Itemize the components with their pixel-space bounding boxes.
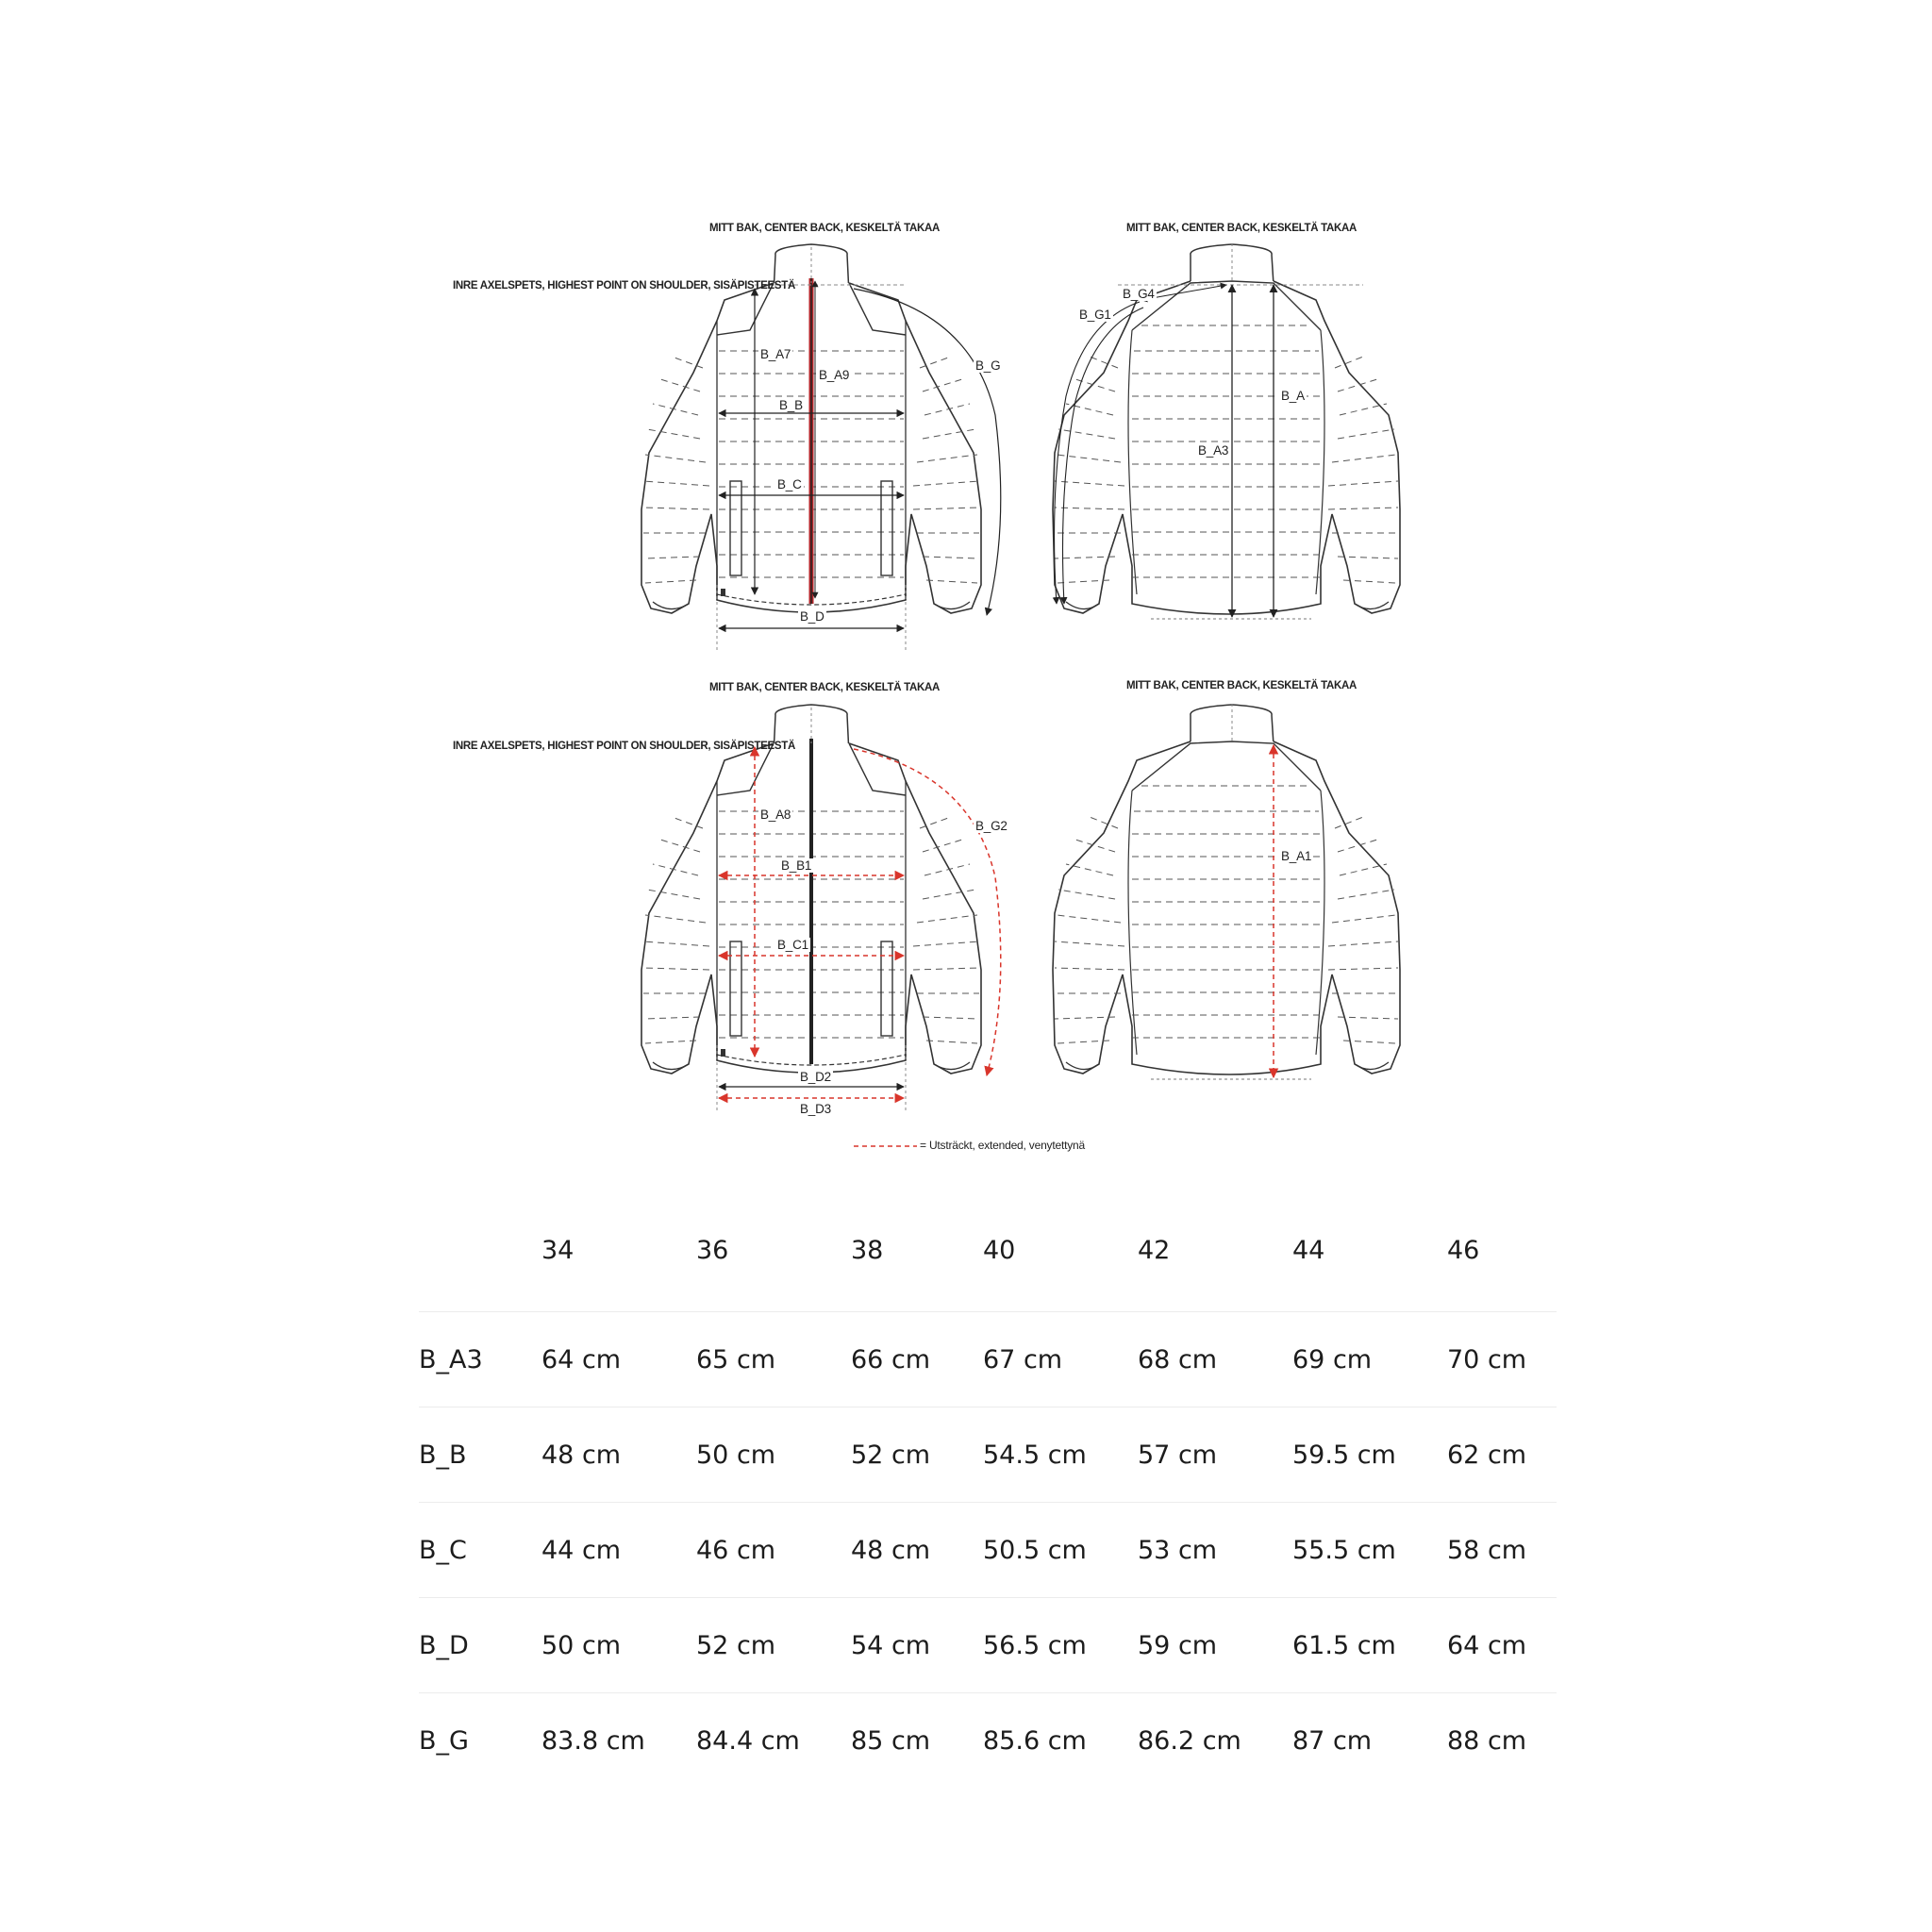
- table-cell: 56.5 cm: [983, 1630, 1087, 1660]
- table-cell: 59 cm: [1138, 1630, 1218, 1660]
- legend-text: = Utsträckt, extended, venytettynä: [920, 1139, 1085, 1152]
- table-cell: 55.5 cm: [1292, 1535, 1396, 1565]
- size-header-row: [419, 1223, 1557, 1312]
- table-cell: 54.5 cm: [983, 1440, 1087, 1470]
- table-row: [419, 1693, 1557, 1789]
- table-cell: 54 cm: [851, 1630, 931, 1660]
- measure-label: B_D: [800, 609, 824, 624]
- measurement-label: B_D: [419, 1630, 469, 1660]
- center-back-label: MITT BAK, CENTER BACK, KESKELTÄ TAKAA: [1126, 680, 1357, 691]
- measurement-label: B_B: [419, 1440, 467, 1470]
- table-cell: 69 cm: [1292, 1344, 1373, 1374]
- table-cell: 67 cm: [983, 1344, 1063, 1374]
- table-cell: 86.2 cm: [1138, 1725, 1241, 1756]
- table-row: [419, 1503, 1557, 1598]
- table-cell: 88 cm: [1447, 1725, 1527, 1756]
- table-cell: 44 cm: [541, 1535, 622, 1565]
- measure-label: B_A9: [819, 368, 850, 382]
- table-cell: 70 cm: [1447, 1344, 1527, 1374]
- center-back-label: MITT BAK, CENTER BACK, KESKELTÄ TAKAA: [709, 223, 941, 234]
- table-cell: 62 cm: [1447, 1440, 1527, 1470]
- measure-label: B_G1: [1079, 308, 1111, 322]
- table-cell: 66 cm: [851, 1344, 931, 1374]
- table-cell: 50 cm: [541, 1630, 622, 1660]
- measure-label: B_A7: [760, 347, 791, 361]
- table-cell: 46 cm: [696, 1535, 776, 1565]
- size-table: [419, 1223, 1557, 1788]
- table-row: [419, 1407, 1557, 1503]
- table-cell: 48 cm: [851, 1535, 931, 1565]
- center-back-label: MITT BAK, CENTER BACK, KESKELTÄ TAKAA: [709, 682, 941, 693]
- table-cell: 85.6 cm: [983, 1725, 1087, 1756]
- size-header: 44: [1292, 1236, 1325, 1265]
- table-cell: 58 cm: [1447, 1535, 1527, 1565]
- measure-label: B_A: [1281, 389, 1305, 403]
- size-header: 34: [541, 1236, 575, 1265]
- table-cell: 48 cm: [541, 1440, 622, 1470]
- corner-cell: [419, 1223, 541, 1312]
- table-cell: 64 cm: [541, 1344, 622, 1374]
- table-cell: 57 cm: [1138, 1440, 1218, 1470]
- table-cell: 52 cm: [851, 1440, 931, 1470]
- measure-label: B_G4: [1123, 287, 1155, 301]
- size-header: 46: [1447, 1236, 1480, 1265]
- size-header: 40: [983, 1236, 1016, 1265]
- table-cell: 50 cm: [696, 1440, 776, 1470]
- measure-label: B_D2: [800, 1070, 831, 1084]
- table-cell: 65 cm: [696, 1344, 776, 1374]
- measure-label: B_A8: [760, 808, 791, 822]
- measure-label: B_B: [779, 398, 803, 412]
- measure-label: B_G: [975, 358, 1001, 373]
- measure-label: B_A3: [1198, 443, 1229, 458]
- measure-label: B_C1: [777, 938, 808, 952]
- measurement-label: B_G: [419, 1725, 469, 1756]
- table-cell: 52 cm: [696, 1630, 776, 1660]
- shoulder-point-label: INRE AXELSPETS, HIGHEST POINT ON SHOULDER, SISÄPISTEESTÄ: [453, 280, 795, 291]
- table-cell: 87 cm: [1292, 1725, 1373, 1756]
- table-row: [419, 1598, 1557, 1693]
- size-header: 42: [1138, 1236, 1171, 1265]
- measure-label: B_C: [777, 477, 802, 491]
- measure-label: B_B1: [781, 858, 812, 873]
- size-header: 36: [696, 1236, 729, 1265]
- table-cell: 68 cm: [1138, 1344, 1218, 1374]
- table-cell: 50.5 cm: [983, 1535, 1087, 1565]
- table-cell: 59.5 cm: [1292, 1440, 1396, 1470]
- table-cell: 85 cm: [851, 1725, 931, 1756]
- size-header: 38: [851, 1236, 884, 1265]
- center-back-label: MITT BAK, CENTER BACK, KESKELTÄ TAKAA: [1126, 223, 1357, 234]
- table-cell: 64 cm: [1447, 1630, 1527, 1660]
- measure-label: B_A1: [1281, 849, 1312, 863]
- table-cell: 53 cm: [1138, 1535, 1218, 1565]
- shoulder-point-label: INRE AXELSPETS, HIGHEST POINT ON SHOULDER, SISÄPISTEESTÄ: [453, 741, 795, 752]
- table-cell: 61.5 cm: [1292, 1630, 1396, 1660]
- table-row: [419, 1312, 1557, 1407]
- table-cell: 84.4 cm: [696, 1725, 800, 1756]
- measure-label: B_G2: [975, 819, 1008, 833]
- table-cell: 83.8 cm: [541, 1725, 645, 1756]
- measure-label: B_D3: [800, 1102, 831, 1116]
- measurement-label: B_A3: [419, 1344, 483, 1374]
- measurement-label: B_C: [419, 1535, 467, 1565]
